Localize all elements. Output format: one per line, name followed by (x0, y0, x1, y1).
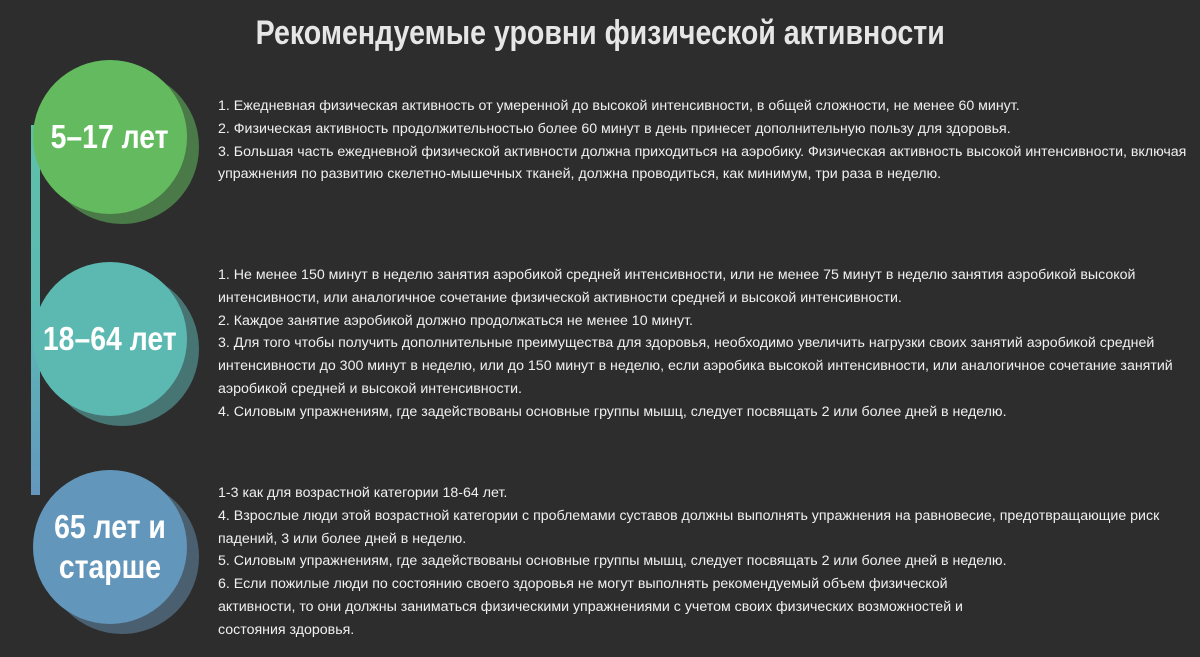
age-label-line: старше (58, 548, 162, 585)
text-line: 5. Силовым упражнениям, где задействованы основные группы мышц, следует посвящать 2 или более дней в неделю. (218, 553, 1007, 570)
page-title-text: Рекомендуемые уровни физической активности (255, 14, 945, 52)
page-title (0, 14, 1200, 53)
age-group-badge-18-64 (33, 262, 203, 422)
age-label (54, 507, 166, 587)
text-line: 2. Физическая активность продолжительностью более 60 минут в день принесет дополнительную пользу для здоровья. (218, 120, 1011, 137)
recommendations-5-17 (218, 95, 1186, 186)
text-line: аэробикой средней и высокой интенсивности. (218, 380, 522, 397)
text-line: 4. Взрослые люди этой возрастной категории с проблемами суставов должны выполнять упражнения на равновесие, предотвращающие риск (218, 507, 1160, 524)
recommendations-65-plus (218, 482, 1159, 642)
text-line: состояния здоровья. (218, 621, 355, 638)
age-label-line: 65 лет и (54, 508, 166, 545)
text-line: 4. Силовым упражнениям, где задействованы основные группы мышц, следует посвящать 2 или более дней в неделю. (218, 403, 1007, 420)
badge-circle (33, 60, 187, 214)
age-group-badge-65-plus (33, 470, 203, 630)
text-line: интенсивности, или аналогичное сочетание физической активности средней и высокой интенсивности. (218, 289, 902, 306)
text-line: упражнения по развитию скелетно-мышечных тканей, должна проводиться, как минимум, три раза в неделю. (218, 166, 942, 183)
text-line: 1. Не менее 150 минут в неделю занятия аэробикой средней интенсивности, или не менее 75 минут в неделю занятия аэробикой высокой (218, 267, 1136, 283)
age-group-badge-5-17 (33, 60, 203, 220)
text-line: активности, то они должны заниматься физическими упражнениями с учетом своих физических возможностей и (218, 598, 963, 615)
badge-circle (33, 470, 187, 624)
text-line: 1. Ежедневная физическая активность от умеренной до высокой интенсивности, в общей сложности, не менее 60 минут. (218, 98, 1020, 114)
badge-circle (33, 262, 187, 416)
text-line: 2. Каждое занятие аэробикой должно продолжаться не менее 10 минут. (218, 312, 693, 329)
age-label: 5–17 лет (50, 118, 169, 155)
text-line: 1-3 как для возрастной категории 18-64 лет. (218, 485, 508, 501)
age-label: 18–64 лет (43, 320, 177, 357)
text-line: интенсивности до 300 минут в неделю, или до 150 минут в неделю, если аэробика высокой интенсивности, или аналогичное сочетание занятий (218, 358, 1173, 375)
text-line: 3. Большая часть ежедневной физической активности должна приходиться на аэробику. Физическая активность высокой интенсивности, включая (218, 143, 1187, 160)
text-line: 6. Если пожилые люди по состоянию своего здоровья не могут выполнять рекомендуемый объем физической (218, 576, 948, 593)
recommendations-18-64 (218, 264, 1173, 424)
text-line: 3. Для того чтобы получить дополнительные преимущества для здоровья, необходимо увеличить нагрузки своих занятий аэробикой средней (218, 335, 1155, 352)
text-line: падений, 3 или более дней в неделю. (218, 530, 467, 547)
